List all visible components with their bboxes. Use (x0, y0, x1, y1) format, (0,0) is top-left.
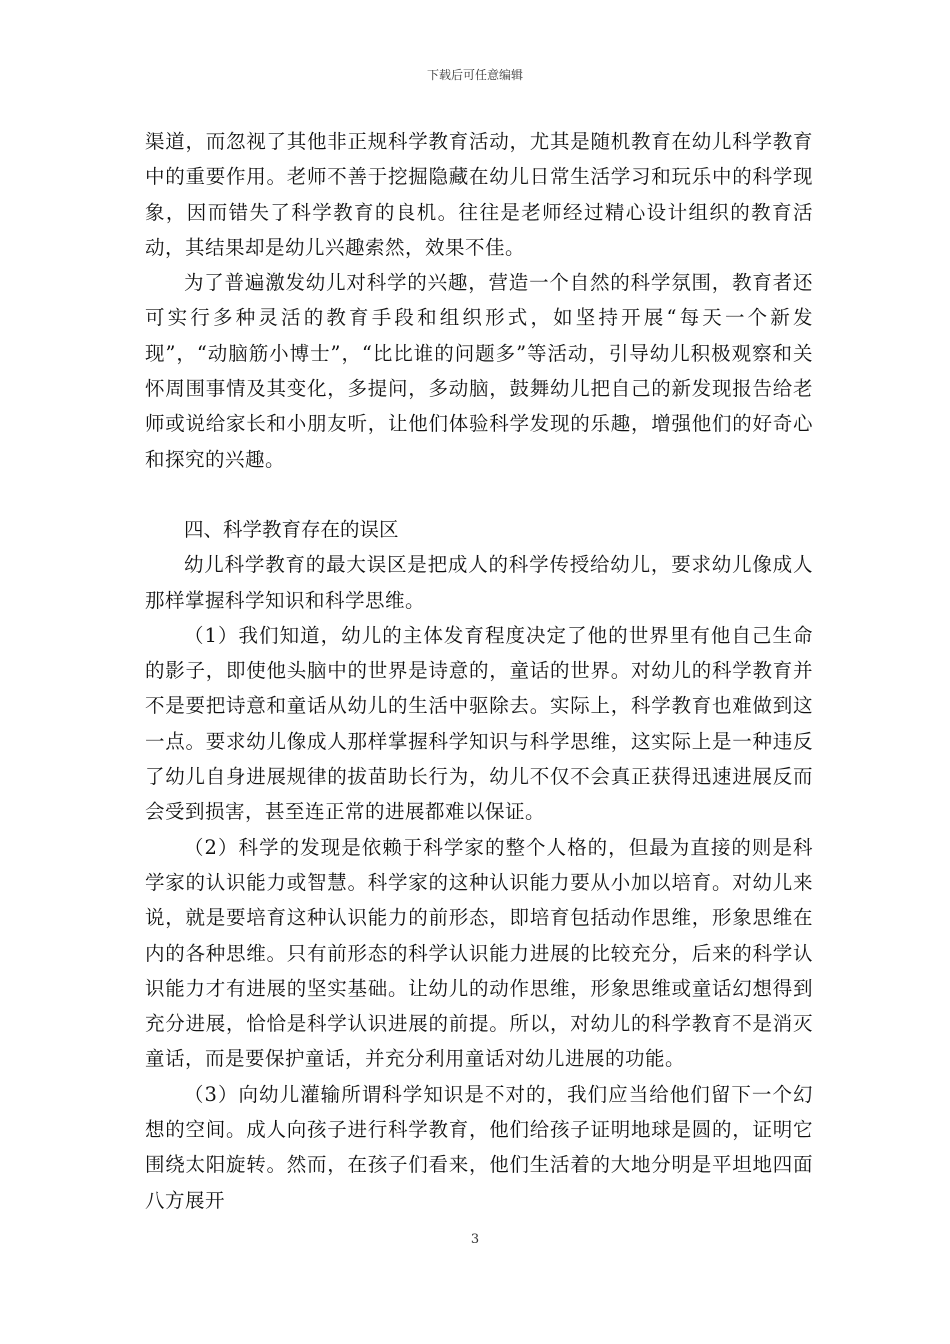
document-body (145, 124, 813, 1218)
paragraph-point-3: （3）向幼儿灌输所谓科学知识是不对的，我们应当给他们留下一个幻想的空间。成人向孩子进行科学教育，他们给孩子证明地球是圆的，证明它围绕太阳旋转。然而，在孩子们看来，他们生活着的大地分明是平坦地四面八方展开 (145, 1082, 813, 1212)
page-number: 3 (470, 1232, 480, 1247)
section-gap (145, 477, 813, 512)
page-header: 下载后可任意编辑 (426, 68, 523, 82)
paragraph-point-1: （1）我们知道，幼儿的主体发育程度决定了他的世界里有他自己生命的影子，即使他头脑中的世界是诗意的，童话的世界。对幼儿的科学教育并不是要把诗意和童话从幼儿的生活中驱除去。实际上，科学教育也难做到这一点。要求幼儿像成人那样掌握科学知识与科学思维，这实际上是一种违反了幼儿自身进展规律的拔苗助长行为，幼儿不仅不会真正获得迅速进展反而会受到损害，甚至连正常的进展都难以保证。 (145, 623, 813, 824)
paragraph-continuation: 渠道，而忽视了其他非正规科学教育活动，尤其是随机教育在幼儿科学教育中的重要作用。老师不善于挖掘隐藏在幼儿日常生活学习和玩乐中的科学现象，因而错失了科学教育的良机。往往是老师经过精心设计组织的教育活动，其结果却是幼儿兴趣索然，效果不佳。 (145, 130, 813, 259)
paragraph-interest: 为了普遍激发幼儿对科学的兴趣，营造一个自然的科学氛围，教育者还可实行多种灵活的教育手段和组织形式，如坚持开展“每天一个新发现”，“动脑筋小博士”，“比比谁的问题多”等活动，引导幼儿积极观察和关怀周围事情及其变化，多提问，多动脑，鼓舞幼儿把自己的新发现报告给老师或说给家长和小朋友听，让他们体验科学发现的乐趣，增强他们的好奇心和探究的兴趣。 (145, 271, 813, 471)
section-heading: 四、科学教育存在的误区 (184, 517, 399, 541)
paragraph-misconception-intro: 幼儿科学教育的最大误区是把成人的科学传授给幼儿，要求幼儿像成人那样掌握科学知识和科学思维。 (145, 553, 813, 612)
paragraph-point-2: （2）科学的发现是依赖于科学家的整个人格的，但最为直接的则是科学家的认识能力或智慧。科学家的这种认识能力要从小加以培育。对幼儿来说，就是要培育这种认识能力的前形态，即培育包括动作思维，形象思维在内的各种思维。只有前形态的科学认识能力进展的比较充分，后来的科学认识能力才有进展的坚实基础。让幼儿的动作思维，形象思维或童话幻想得到充分进展，恰恰是科学认识进展的前提。所以，对幼儿的科学教育不是消灭童话，而是要保护童话，并充分利用童话对幼儿进展的功能。 (145, 835, 813, 1071)
